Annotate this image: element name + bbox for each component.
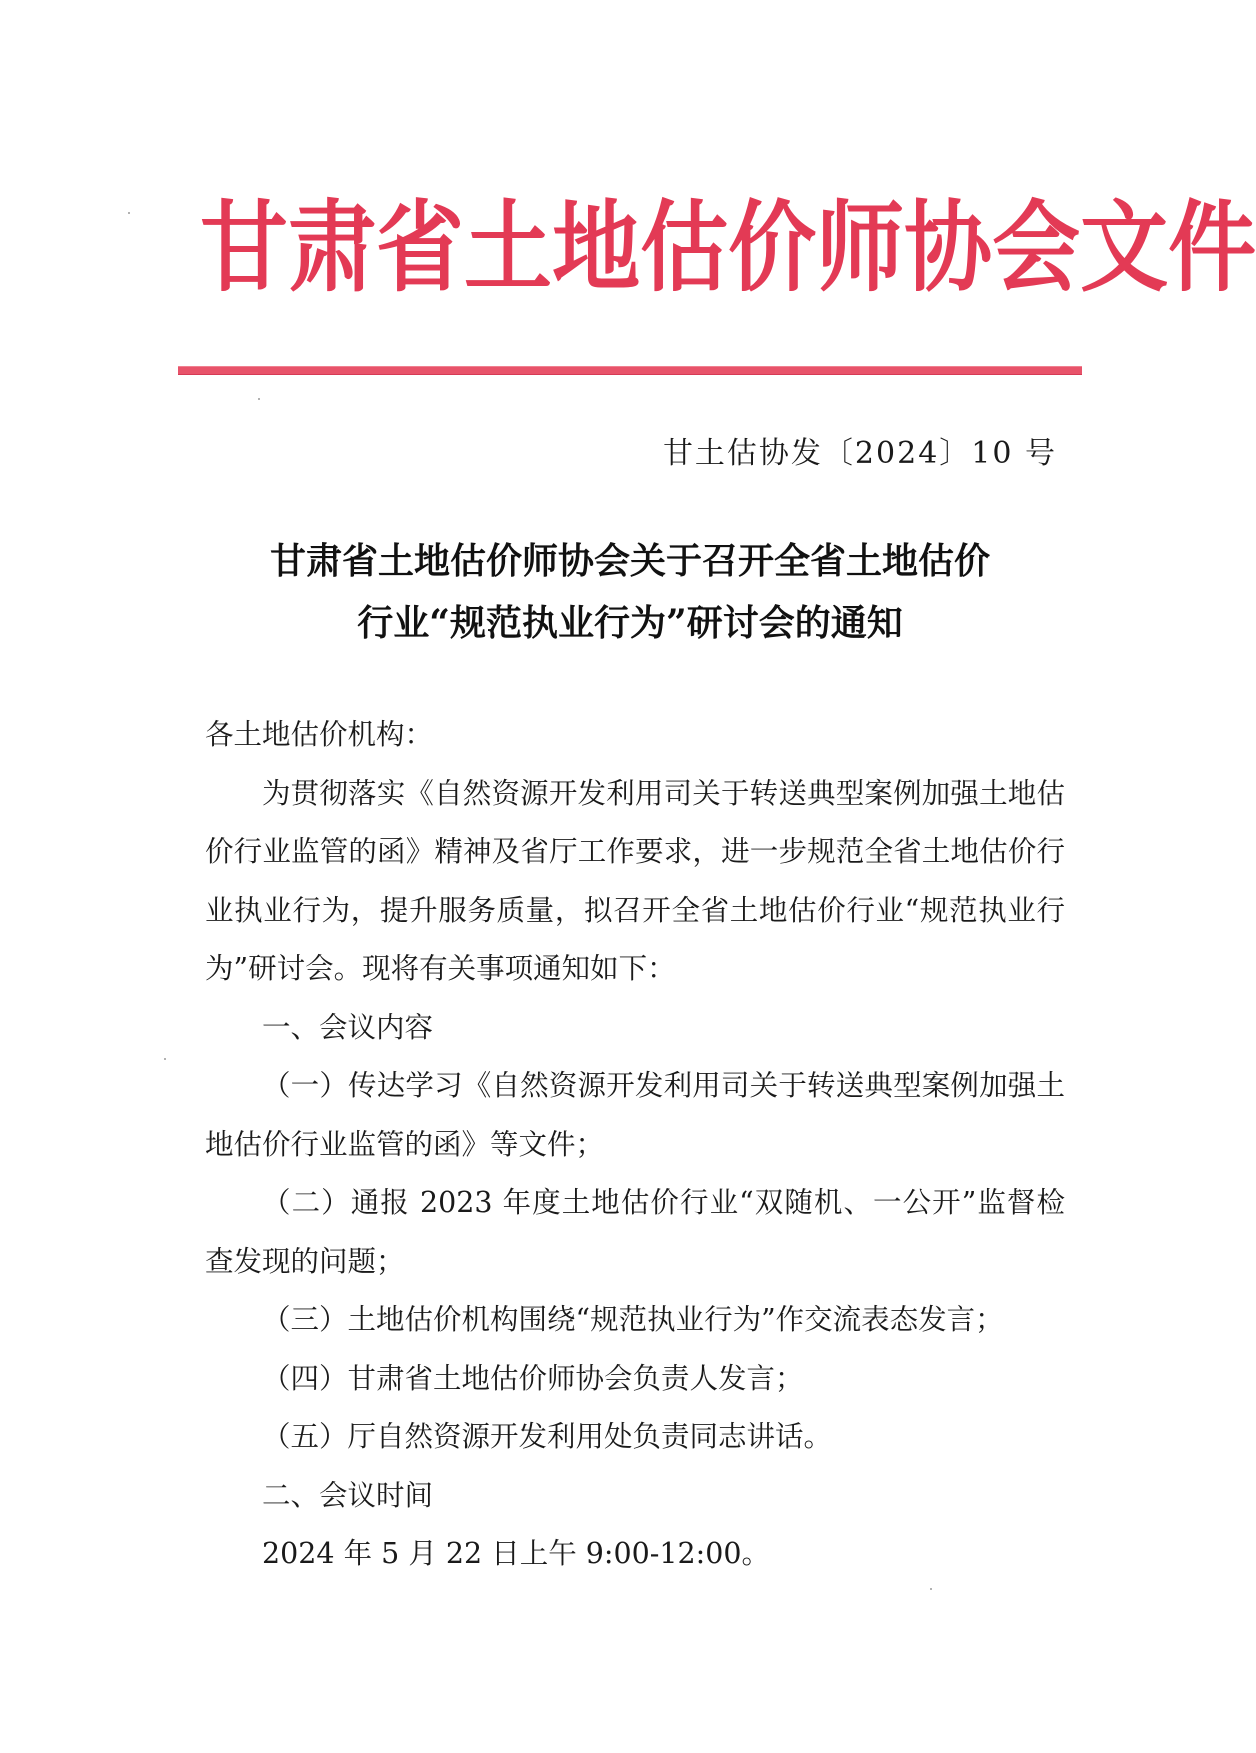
section-1-item-1: （一）传达学习《自然资源开发利用司关于转送典型案例加强土地估价行业监管的函》等文件； bbox=[205, 1069, 1065, 1161]
section-2-heading: 二、会议时间 bbox=[262, 1478, 434, 1512]
intro-paragraph: 为贯彻落实《自然资源开发利用司关于转送典型案例加强土地估价行业监管的函》精神及省厅工作要求，进一步规范全省土地估价行业执业行为，提升服务质量，拟召开全省土地估价行业“规范执业行为”研讨会。现将有关事项通知如下： bbox=[205, 776, 1065, 985]
scan-speck bbox=[258, 398, 260, 400]
meeting-time: 2024 年 5 月 22 日上午 9:00-12:00。 bbox=[262, 1537, 771, 1570]
scan-speck bbox=[930, 1588, 932, 1590]
section-1-heading: 一、会议内容 bbox=[262, 1010, 434, 1044]
section-1-item-3: （三）土地估价机构围绕“规范执业行为”作交流表态发言； bbox=[262, 1303, 1004, 1336]
document-title-line-2: 行业“规范执业行为”研讨会的通知 bbox=[357, 602, 903, 644]
document-title bbox=[178, 530, 1082, 654]
red-header-rule bbox=[178, 366, 1082, 375]
section-1-item-2: （二）通报 2023 年度土地估价行业“双随机、一公开”监督检查发现的问题； bbox=[205, 1186, 1065, 1278]
masthead-title: 甘 肃 省 土 地 估 价 师 协 会 文 件 bbox=[200, 189, 1256, 306]
document-title-line-1: 甘肃省土地估价师协会关于召开全省土地估价 bbox=[269, 540, 990, 582]
document-body bbox=[205, 706, 1065, 1584]
section-1-item-4: （四）甘肃省土地估价师协会负责人发言； bbox=[262, 1361, 804, 1395]
section-1-item-5: （五）厅自然资源开发利用处负责同志讲话。 bbox=[262, 1420, 833, 1453]
scan-speck bbox=[164, 1058, 166, 1060]
scan-speck bbox=[128, 212, 130, 214]
document-number: 甘土估协发〔2024〕10 号 bbox=[662, 436, 1057, 471]
salutation: 各土地估价机构： bbox=[205, 718, 434, 751]
